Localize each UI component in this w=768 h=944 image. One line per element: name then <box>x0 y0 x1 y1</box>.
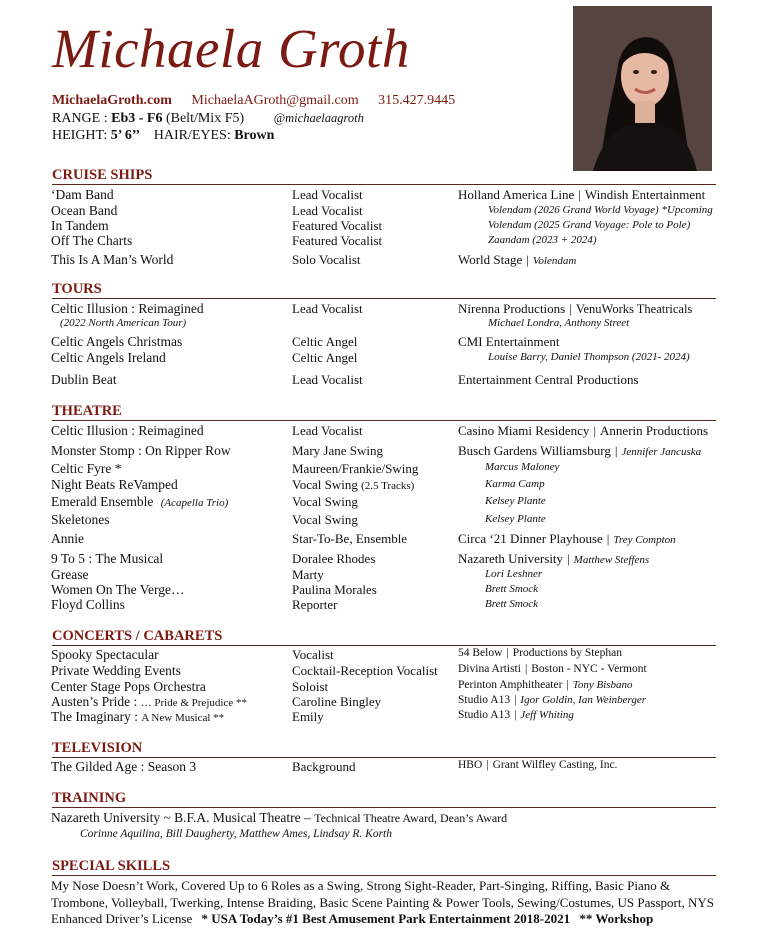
credit-show: Celtic Illusion : Reimagined <box>51 301 204 316</box>
credit-role: Emily <box>292 709 324 724</box>
credit-role: Maureen/Frankie/Swing <box>292 461 419 476</box>
section-television: TELEVISION <box>52 739 716 758</box>
phone-number: 315.427.9445 <box>378 93 456 108</box>
credit-role: Soloist <box>292 679 329 694</box>
credit-role: Doralee Rhodes <box>292 551 376 566</box>
section-concerts: CONCERTS / CABARETS <box>52 627 716 646</box>
credit-company: Entertainment Central Productions <box>458 372 639 387</box>
range-value: Eb3 - F6 <box>111 111 163 126</box>
credit-company: Studio A13 | Igor Goldin, Ian Weinberger <box>458 694 647 706</box>
credit-company: Circa ‘21 Dinner Playhouse | Trey Compton <box>458 531 676 546</box>
range-line: RANGE : Eb3 - F6 (Belt/Mix F5) @michaelaagroth <box>52 111 364 126</box>
credit-show: Celtic Angels Ireland <box>51 350 166 365</box>
credit-role: Vocal Swing (2.5 Tracks) <box>292 477 415 492</box>
credit-company: Nazareth University | Matthew Steffens <box>458 551 650 566</box>
credit-detail: Kelsey Plante <box>485 513 546 525</box>
credit-detail: Volendam (2026 Grand World Voyage) *Upcoming <box>488 204 713 216</box>
credit-role: Lead Vocalist <box>292 187 363 202</box>
credit-role: Paulina Morales <box>292 582 377 597</box>
credit-role: Cocktail-Reception Vocalist <box>292 663 438 678</box>
credit-role: Vocal Swing <box>292 512 358 527</box>
credit-company: Casino Miami Residency | Annerin Productions <box>458 423 709 438</box>
credit-show: The Gilded Age : Season 3 <box>51 759 197 774</box>
credit-detail: Brett Smock <box>485 598 539 610</box>
credit-role: Lead Vocalist <box>292 372 363 387</box>
credit-detail: Lori Leshner <box>485 568 543 580</box>
hair-value: Brown <box>234 128 275 143</box>
credit-detail: Zaandam (2023 + 2024) <box>488 234 597 246</box>
credit-show-subtitle: (2022 North American Tour) <box>60 317 187 329</box>
credit-show: Celtic Illusion : Reimagined <box>51 423 204 438</box>
website-link[interactable]: MichaelaGroth.com <box>52 93 172 108</box>
credit-role: Featured Vocalist <box>292 218 383 233</box>
credit-show: In Tandem <box>51 218 109 233</box>
credit-show: 9 To 5 : The Musical <box>51 551 164 566</box>
credit-role: Mary Jane Swing <box>292 443 383 458</box>
credit-show: ‘Dam Band <box>51 187 114 202</box>
credit-show: Celtic Fyre * <box>51 461 122 476</box>
resume-name <box>52 14 410 84</box>
credit-role: Celtic Angel <box>292 334 358 349</box>
credit-company: Perinton Amphitheater | Tony Bisbano <box>458 679 633 691</box>
credit-detail: Volendam (2025 Grand Voyage: Pole to Pole) <box>488 219 691 231</box>
last-name: Groth <box>277 18 410 79</box>
credit-role: Lead Vocalist <box>292 203 363 218</box>
credit-show: Grease <box>51 567 89 582</box>
credit-company: HBO | Grant Wilfley Casting, Inc. <box>458 759 618 771</box>
section-theatre: THEATRE <box>52 402 716 421</box>
credit-company: World Stage | Volendam <box>458 252 577 267</box>
stats-line: HEIGHT: 5’ 6’’ HAIR/EYES: Brown <box>52 128 275 143</box>
credit-show: Austen’s Pride : … Pride & Prejudice ** <box>51 694 247 709</box>
email-link[interactable]: MichaelaAGroth@gmail.com <box>191 93 359 108</box>
credit-detail: Kelsey Plante <box>485 495 546 507</box>
headshot-photo <box>573 6 712 171</box>
credit-show: Ocean Band <box>51 203 118 218</box>
credit-show: Off The Charts <box>51 233 133 248</box>
social-handle[interactable]: @michaelaagroth <box>273 111 364 125</box>
first-name: Michaela <box>52 18 264 79</box>
credit-role: Marty <box>292 567 324 582</box>
skills-text: My Nose Doesn’t Work, Covered Up to 6 Roles as a Swing, Strong Sight-Reader, Part-Singing, Riffing, Basic Piano & Trombone, Volleyball, Twerking, Intense Braiding, Basic Scene Painting & Power Tools, Sewing/Costumes, US Passport, NYS Enhanced Driver’s License * USA Today’s #1 Best Amusement Park Entertainment 2018-2021 ** Workshop <box>51 878 714 926</box>
credit-company: CMI Entertainment <box>458 334 560 349</box>
credit-role: Star-To-Be, Ensemble <box>292 531 408 546</box>
credit-company: 54 Below | Productions by Stephan <box>458 647 622 659</box>
credit-role: Vocalist <box>292 647 334 662</box>
credit-role: Solo Vocalist <box>292 252 361 267</box>
section-training: TRAINING <box>52 789 716 808</box>
credit-show: The Imaginary : A New Musical ** <box>51 709 225 724</box>
credit-role: Lead Vocalist <box>292 301 363 316</box>
height-value: 5’ 6’’ <box>110 128 141 143</box>
credit-role: Lead Vocalist <box>292 423 363 438</box>
credit-company: Nirenna Productions | VenuWorks Theatricals <box>458 301 693 316</box>
credit-show: Private Wedding Events <box>51 663 181 678</box>
credit-detail: Karma Camp <box>485 478 545 490</box>
credit-company: Divina Artisti | Boston - NYC - Vermont <box>458 663 647 675</box>
credit-show: This Is A Man’s World <box>51 252 174 267</box>
credit-company: Busch Gardens Williamsburg | Jennifer Jancuska <box>458 443 702 458</box>
credit-role: Caroline Bingley <box>292 694 382 709</box>
training-teachers: Corinne Aquilina, Bill Daugherty, Matthew Ames, Lindsay R. Korth <box>80 828 392 840</box>
credit-show: Celtic Angels Christmas <box>51 334 183 349</box>
credit-show: Women On The Verge… <box>51 582 185 597</box>
credit-show: Spooky Spectacular <box>51 647 159 662</box>
credit-show: Dublin Beat <box>51 372 117 387</box>
contact-line <box>52 93 471 109</box>
credit-show: Emerald Ensemble (Acapella Trio) <box>51 494 229 509</box>
credit-show: Monster Stomp : On Ripper Row <box>51 443 231 458</box>
training-school: Nazareth University ~ B.F.A. Musical Theatre – Technical Theatre Award, Dean’s Award <box>51 810 508 825</box>
credit-role: Background <box>292 759 356 774</box>
credit-role: Vocal Swing <box>292 494 358 509</box>
section-tours: TOURS <box>52 280 716 299</box>
section-cruise-ships: CRUISE SHIPS <box>52 166 716 185</box>
credit-detail: Louise Barry, Daniel Thompson (2021- 2024) <box>488 351 690 363</box>
credit-detail: Marcus Maloney <box>485 461 560 473</box>
credit-role: Reporter <box>292 597 338 612</box>
credit-company: Holland America Line | Windish Entertainment <box>458 187 706 202</box>
credit-role: Celtic Angel <box>292 350 358 365</box>
credit-show: Floyd Collins <box>51 597 125 612</box>
credit-detail: Michael Londra, Anthony Street <box>488 317 630 329</box>
credit-show: Center Stage Pops Orchestra <box>51 679 206 694</box>
credit-show: Skeletones <box>51 512 110 527</box>
credit-show: Annie <box>51 531 84 546</box>
credit-company: Studio A13 | Jeff Whiting <box>458 709 574 721</box>
credit-detail: Brett Smock <box>485 583 539 595</box>
credit-role: Featured Vocalist <box>292 233 383 248</box>
section-special-skills: SPECIAL SKILLS <box>52 857 716 876</box>
credit-show: Night Beats ReVamped <box>51 477 178 492</box>
